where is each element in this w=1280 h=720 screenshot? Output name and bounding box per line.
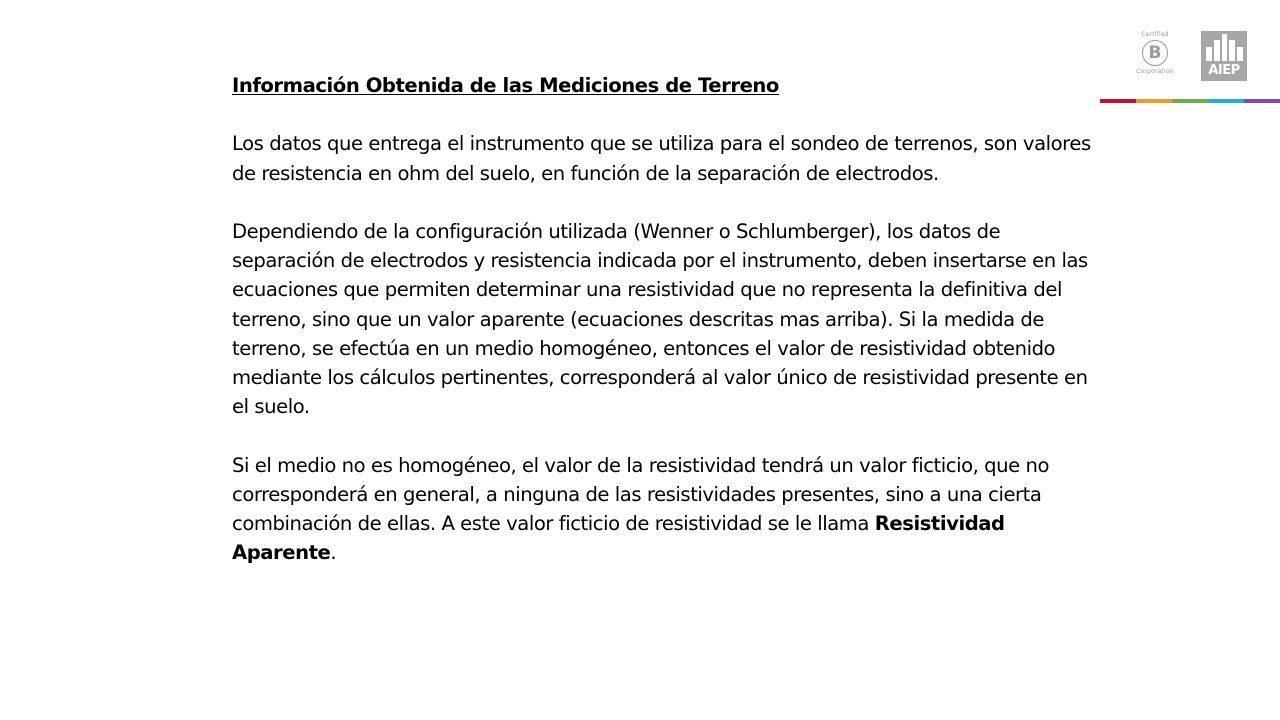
slide-content: [232, 71, 1092, 567]
aiep-logo: [1201, 31, 1247, 81]
paragraph-3: [232, 451, 1092, 568]
brand-color-bar: [1100, 99, 1280, 103]
b-corp-logo: [1137, 31, 1173, 81]
color-bar-segment: [1208, 99, 1244, 103]
color-bar-segment: [1172, 99, 1208, 103]
resistividad-aparente-term: Resistividad Aparente: [232, 512, 1005, 565]
b-corp-bottom-text: Corporation: [1136, 68, 1174, 75]
aiep-building-icon: [1201, 31, 1247, 65]
color-bar-segment: [1100, 99, 1136, 103]
paragraph-1: Los datos que entrega el instrumento que se utiliza para el sondeo de terrenos, son valores de resistencia en ohm del suelo, en función de la separación de electrodos.: [232, 132, 1091, 185]
paragraph-3-text: Si el medio no es homogéneo, el valor de la resistividad tendrá un valor ficticio, que no corresponderá en general, a ninguna de las resistividades presentes, sino a una cierta combinación de ellas. A este valor ficticio de resistividad se le llama: [232, 453, 1050, 535]
b-corp-top-text: Certified: [1141, 31, 1169, 38]
paragraph-2: Dependiendo de la configuración utilizada (Wenner o Schlumberger), los datos de separación de electrodos y resistencia indicada por el instrumento, deben insertarse en las ecuaciones que permiten determinar una resistividad que no representa la definitiva del terreno, sino que un valor aparente (ecuaciones descritas mas arriba). Si la medida de terreno, se efectúa en un medio homogéneo, entonces el valor de resistividad obtenido mediante los cálculos pertinentes, corresponderá al valor único de resistividad presente en el suelo.: [232, 219, 1088, 419]
paragraph-3-end: .: [330, 541, 337, 565]
aiep-wordmark: AIEP: [1208, 63, 1240, 78]
color-bar-segment: [1244, 99, 1280, 103]
slide-title: Información Obtenida de las Mediciones de Terreno: [232, 74, 779, 97]
color-bar-segment: [1136, 99, 1172, 103]
b-corp-icon: B: [1142, 40, 1168, 66]
logo-area: [1100, 28, 1280, 108]
